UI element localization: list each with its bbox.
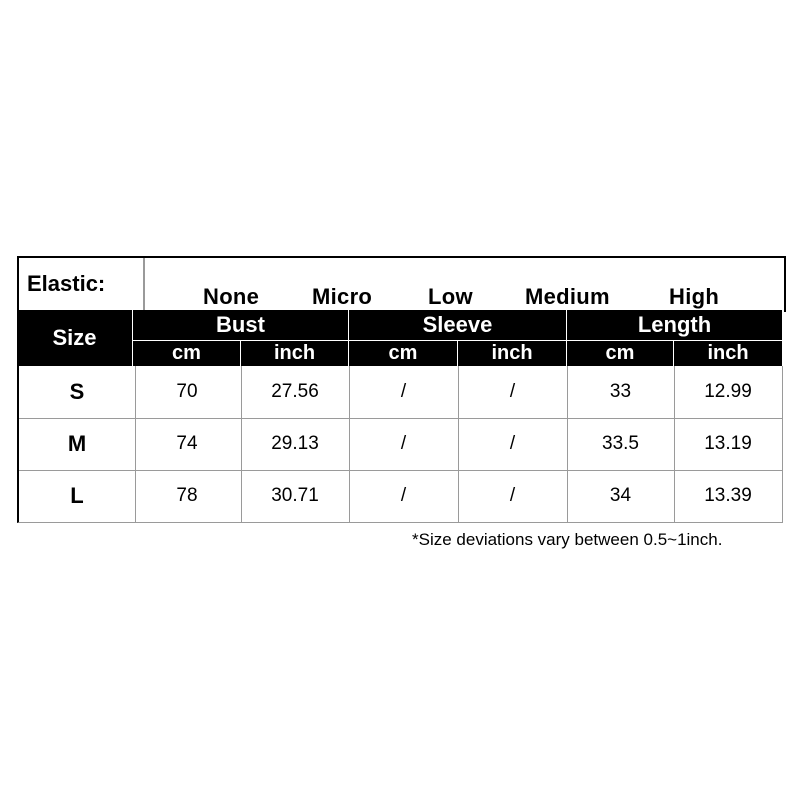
table-row — [17, 470, 782, 522]
bust-cm-header: cm — [133, 340, 241, 366]
elastic-row — [17, 256, 786, 312]
size-cell: L — [17, 470, 136, 523]
size-chart — [17, 256, 782, 522]
sleeve-inch-cell: / — [458, 418, 568, 471]
sleeve-header: Sleeve — [349, 310, 567, 340]
length-header: Length — [567, 310, 782, 340]
bust-cm-cell: 70 — [133, 366, 242, 419]
length-cm-cell: 34 — [567, 470, 675, 523]
bust-header: Bust — [133, 310, 349, 340]
size-deviation-note: *Size deviations vary between 0.5~1inch. — [412, 530, 723, 549]
sleeve-inch-cell: / — [458, 470, 568, 523]
elastic-option-medium: Medium — [525, 284, 610, 309]
length-inch-cell: 13.39 — [674, 470, 783, 523]
elastic-option-none: None — [203, 284, 260, 309]
size-column-header: Size — [17, 310, 133, 366]
size-table-body — [17, 366, 782, 522]
bust-cm-cell: 78 — [133, 470, 242, 523]
size-cell: M — [17, 418, 136, 471]
size-cell: S — [17, 366, 136, 419]
bust-inch-cell: 30.71 — [241, 470, 350, 523]
sleeve-cm-cell: / — [349, 366, 459, 419]
length-inch-cell: 12.99 — [674, 366, 783, 419]
elastic-label: Elastic: — [19, 258, 145, 310]
elastic-option-micro: Micro — [312, 284, 373, 309]
length-cm-cell: 33 — [567, 366, 675, 419]
elastic-option-high: High — [669, 284, 720, 309]
bust-inch-cell: 27.56 — [241, 366, 350, 419]
sleeve-cm-cell: / — [349, 470, 459, 523]
bust-cm-cell: 74 — [133, 418, 242, 471]
length-cm-cell: 33.5 — [567, 418, 675, 471]
sleeve-cm-header: cm — [349, 340, 458, 366]
table-row — [17, 366, 782, 418]
table-row — [17, 418, 782, 470]
elastic-option-low: Low — [428, 284, 473, 309]
length-inch-cell: 13.19 — [674, 418, 783, 471]
sleeve-inch-header: inch — [458, 340, 567, 366]
length-cm-header: cm — [567, 340, 674, 366]
sleeve-inch-cell: / — [458, 366, 568, 419]
sleeve-cm-cell: / — [349, 418, 459, 471]
length-inch-header: inch — [674, 340, 782, 366]
bust-inch-cell: 29.13 — [241, 418, 350, 471]
bust-inch-header: inch — [241, 340, 349, 366]
